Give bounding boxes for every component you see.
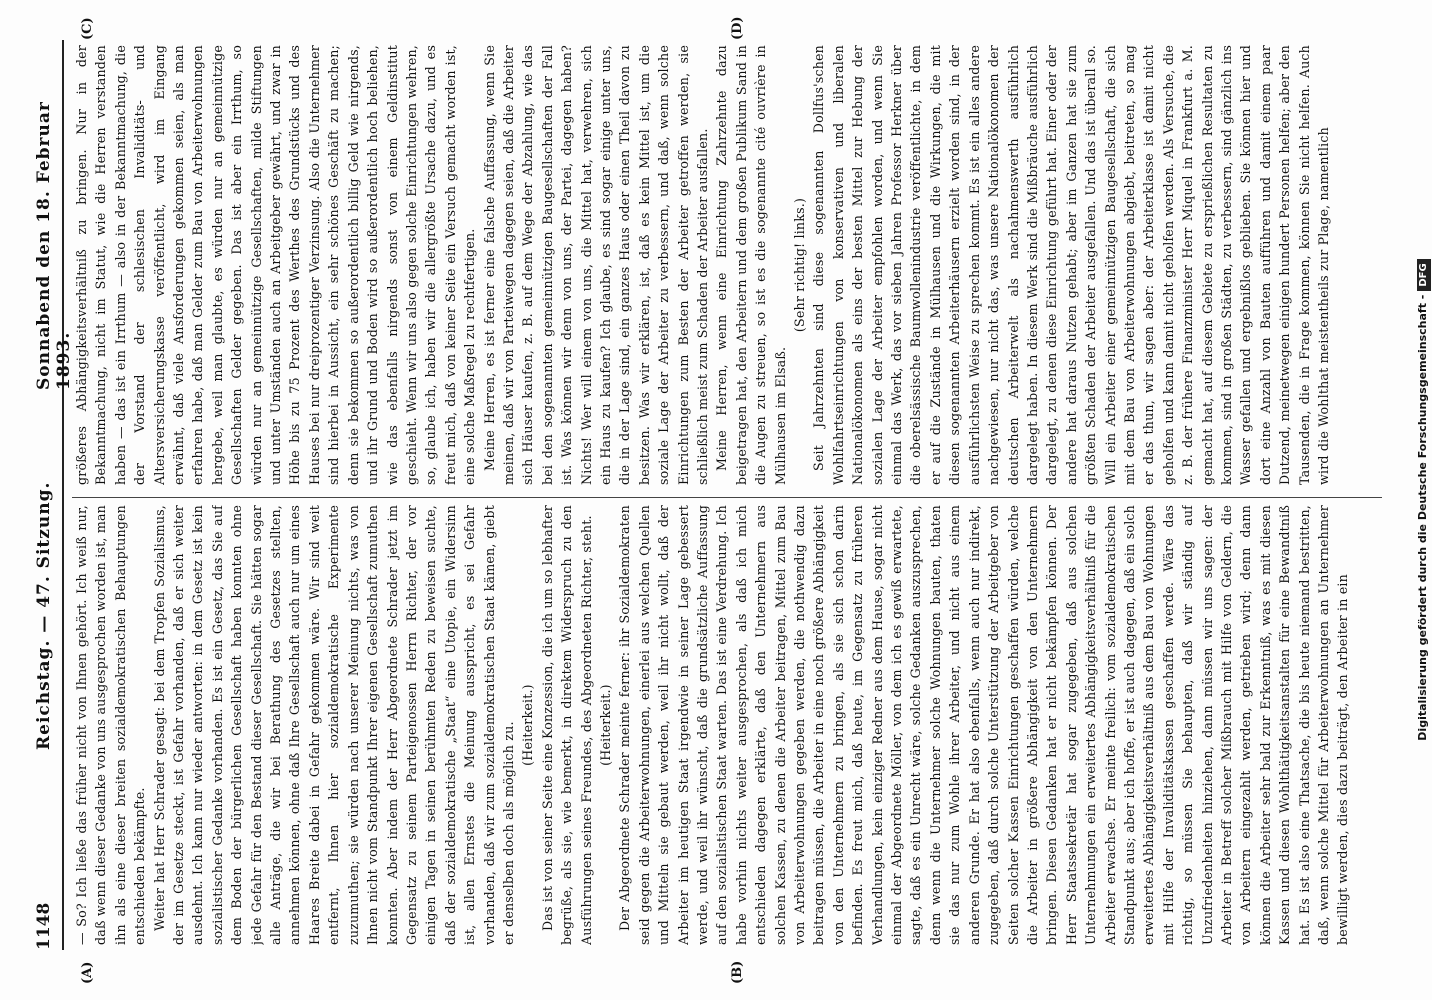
paragraph: Meine Herren, es ist ferner eine falsche Auffassung, wenn Sie meinen, daß wir von Parteiwegen dagegen seien, daß die Arbeiter sich Häuser kaufen, z. B. auf dem Wege der Abzahlung, wie das bei den sogenannten gemeinnützigen Baugesellschaften der Fall ist. Was können wir denn von uns, der Partei, dagegen haben? Nichts! Wer will einem von uns, die Mittel hat, verwehren, sich ein Haus zu kaufen? Ich glaube, es sind sogar einige unter uns, die in der Lage sind, ein ganzes Haus oder einen Theil davon zu besitzen. Was wir erklären, ist, daß es kein Mittel ist, um die soziale Lage der Arbeiter zu verbessern, und daß, wenn solche Einrichtungen zum Besten der Arbeiter getroffen werden, sie schließlich meist zum Schaden der Arbeiter ausfallen. [481,45,710,485]
paragraph: Das ist von seiner Seite eine Konzession, die ich um so lebhafter begrüße, als sie, wie bemerkt, in direktem Widerspruch zu den Ausführungen seines Freundes, des Abgeordneten Richter, steht. [539,505,594,945]
paragraph: Der Abgeordnete Schrader meinte ferner: ihr Sozialdemokraten seid gegen die Arbeiterwohnungen, einerlei aus welchen Quellen und Mitteln sie gebaut werden, weil ihr nicht wollt, daß der Arbeiter im heutigen Staat irgendwie in seiner Lage gebessert werde, und weil ihr wünscht, daß die grundsätzliche Auffassung auf den sozialistischen Staat warten. Das ist eine Verdrehung. Ich habe vorhin nichts weiter ausgesprochen, als daß ich mich entschieden dagegen erklärte, daß den Unternehmern aus solchen Kassen, zu denen die Arbeiter beitragen, Mittel zum Bau von Arbeiterwohnungen gegeben werden, die nothwendig dazu beitragen müssen, die Arbeiter in eine noch größere Abhängigkeit von den Unternehmern zu bringen, als sie sich schon darin befinden. Es freut mich, daß heute, im Gegensatz zu früheren Verhandlungen, kein einziger Redner aus dem Hause, sogar nicht einmal der Abgeordnete Möller, von dem ich es gewiß erwartete, sagte, daß es ein Unrecht wäre, solche Gedanken auszusprechen, denn wenn die Unternehmer solche Wohnungen bauten, thaten sie das nur zum Wohle ihrer Arbeiter, und nicht aus einem anderen Grunde. Er hat also ebenfalls, wenn auch nur indirekt, zugegeben, daß durch solche Unterstützung der Arbeitgeber von Seiten solcher Kassen Einrichtungen geschaffen würden, welche die Arbeiter in größere Abhängigkeit von den Unternehmern bringen. Diesen Gedanken hat er nicht bekämpfen können. Der Herr Staatssekretär hat sogar zugegeben, daß aus solchen Unternehmungen ein erweitertes Abhängigkeitsverhältniß für die Arbeiter erwachse. Er meinte freilich: vom sozialdemokratischen Standpunkt aus; aber ich hoffe, er ist auch dagegen, daß ein solch erweitertes Abhängigkeitsverhältniß aus dem Bau von Wohnungen mit Hilfe der Invaliditätskassen geschaffen werde. Wäre das richtig, so müssen Sie behaupten, daß wir ständig auf Unzufriedenheiten hinziehen, dann müssen wir uns sagen: der Arbeiter in Betreff solcher Mißbrauch mit Hilfe von Geldern, die von Arbeitern eingezahlt werden, getrieben wird; denn dann können die Arbeiter sehr bald zur Erkenntniß, was es mit diesen Kassen und diesen Wohlthätigkeitsanstalten für eine Bewandtniß hat. Es ist also eine Thatsache, die bis heute niemand bestritten, daß, wenn solche Mittel für Arbeiterwohnungen an Unternehmer bewilligt werden, dies dazu beiträgt, den Arbeiter in ein [617,505,1351,945]
funding-text: Digitalisierung gefördert durch die Deutsche Forschungsgemeinschaft - [1416,294,1429,741]
funding-notice [1414,20,1432,980]
paragraph: Seit Jahrzehnten sind diese sogenannten Dollfus'schen Wohlfahrtseinrichtungen von konservativen und liberalen Nationalökonomen als eins der besten Mittel zur Hebung der sozialen Lage der Arbeiter empfohlen worden, und wenn Sie einmal das Werk, das vor sieben Jahren Professor Herkner über die oberelsässische Baumwollenindustrie veröffentlichte, in dem er auf die Zustände in Mülhausen und die Wirkungen, die mit diesen sogenannten Arbeiterhäusern erzielt worden sind, in der ausführlichsten Weise zu sprechen kommt. Es ist ein alles andere nachgewiesen, nur nicht das, was unsere Nationalökonomen der deutschen Arbeiterwelt als nachahmenswerth ausführlich dargelegt haben. In diesem Werk sind die Mißbräuche ausführlich dargelegt, zu denen diese Einrichtung geführt hat. Einer oder der andere hat daraus Nutzen gehabt; aber im Ganzen hat sie zum größten Schaden der Arbeiter ausgefallen. Und das ist überall so. Will ein Arbeiter einer gemeinnützigen Baugesellschaft, die sich mit dem Bau von Arbeiterwohnungen abgiebt, beitreten, so mag er das thun, wir sagen aber: der Arbeiterklasse ist damit nicht geholfen und kann damit nicht geholfen werden. Als Versuche, die z. B. der frühere Finanzminister Herr Miquel in Frankfurt a. M. gemacht hat, auf diesem Gebiete zu ersprießlichen Resultaten zu kommen, sind in großen Städten, zu verbessern, sind gänzlich ins Wasser gefallen und ergebnißlos geblieben. Sie können hier und dort eine Anzahl von Bauten aufführen und damit einem paar Dutzend, meinetwegen einigen hundert Personen helfen; aber den Tausenden, die in Frage kommen, können Sie nicht helfen. Auch wird die Wohlthat meistentheils zur Plage, namentlich [811,45,1331,485]
rotated-page-content [10,10,1410,990]
paragraph: Weiter hat Herr Schrader gesagt: bei dem Tropfen Sozialismus, der im Gesetze steckt, ist Gefahr vorhanden, daß er sich weiter ausdehnt. Ich kann nur wieder antworten: in dem Gesetz ist kein sozialistischer Gedanke vorhanden. Es ist ein Gesetz, das Sie auf dem Boden der bürgerlichen Gesellschaft haben konnten ohne jede Gefahr für den Bestand dieser Gesellschaft. Sie hätten sogar alle Anträge, die wir bei Berathung des Gesetzes stellten, annehmen können, ohne daß Ihre Gesellschaft auch nur um eines Haares Breite dabei in Gefahr gekommen wäre. Wir sind weit entfernt, Ihnen hier sozialdemokratische Experimente zuzumuthen; sie würden nach unserer Meinung nichts, was von Ihnen nicht vom Standpunkt Ihrer eigenen Gesellschaft zumuthen konnten. Aber indem der Herr Abgeordnete Schrader jetzt im Gegensatz zu seinem Parteigenossen Herrn Richter, der vor einigen Tagen in seinen berühmten Reden zu beweisen suchte, daß der sozialdemokratische „Staat“ eine Utopie, ein Widersinn ist, allen Ernstes die Meinung ausspricht, es sei Gefahr vorhanden, daß wir zum sozialdemokratischen Staat kämen, giebt er denselben doch als möglich zu. [151,505,516,945]
margin-mark-c: (C) [80,17,95,40]
margin-mark-b: (B) [730,960,745,984]
column-divider [72,497,1382,498]
interjection: (Heiterkeit.) [520,684,536,766]
dfg-logo: DFG [1417,259,1431,290]
right-text-column [72,45,1402,485]
left-text-column [72,505,1402,945]
paragraph: Meine Herren, wenn eine Einrichtung Zahrzehnte dazu beigetragen hat, den Arbeitern und dem großen Publikum Sand in die Augen zu streuen, so ist es die sogenannte cité ouvrière in Mülhausen im Elsaß. [714,45,788,485]
session-date: Sonnabend den 18. Februar 1893. [34,101,74,390]
margin-mark-a: (A) [80,961,95,984]
paragraph: — So? Ich ließe das früher nicht von Ihnen gehört. Ich weiß nur, daß wenn dieser Gedanke von uns ausgesprochen worden ist, man ihn als eine dieser breiten sozialdemokratischen Behauptungen entschieden bekämpfte. [74,505,148,945]
interjection: (Heiterkeit.) [597,684,613,766]
funding-sidebar [1412,20,1430,980]
session-title: Reichstag. — 47. Sitzung. [34,481,54,750]
paragraph: größeres Abhängigkeitsverhältniß zu bringen. Nur in der Bekanntmachung, nicht im Statut, wie die Herren verstanden haben — das ist ein Irrthum — also in der Bekanntmachung, die der Vorstand der schlesischen Invaliditäts- und Altersversicherungskasse veröffentlicht, wird im Eingang erwähnt, daß viele Ansforderungen gekommen seien, als man erfahren habe, daß man Gelder zum Bau von Arbeiterwohnungen hergebe, weil man glaubte, es würden nur an gemeinnützige Gesellschaften Gelder gegeben. Das ist aber ein Irrthum, so würden nur an gemeinnützige Gesellschaften, milde Stiftungen und unter Umständen auch an Arbeitgeber gewährt, und zwar in Höhe bis zu 75 Prozent des Werthes des Grundstücks und des Hauses bei nur dreiprozentiger Verzinsung. Also die Unternehmer sind hierbei in Aussicht, ein sehr schönes Geschäft zu machen; denn sie bekommen so außerordentlich billig Geld wie nirgends, und ihr Grund und Boden wird so außerordentlich hoch beliehen, wie das ebenfalls nirgends sonst von einem Geldinstitut geschieht. Wenn wir uns also gegen solche Einrichtungen wehren, so, glaube ich, haben wir die allergrößte Ursache dazu, und es freut mich, daß von keiner Seite ein Versuch gemacht worden ist, eine solche Maßregel zu rechtfertigen. [74,45,478,485]
page-number: 1148 [34,902,54,950]
margin-mark-d: (D) [730,16,745,40]
running-header [32,40,74,950]
interjection: (Sehr richtig! links.) [792,197,808,333]
